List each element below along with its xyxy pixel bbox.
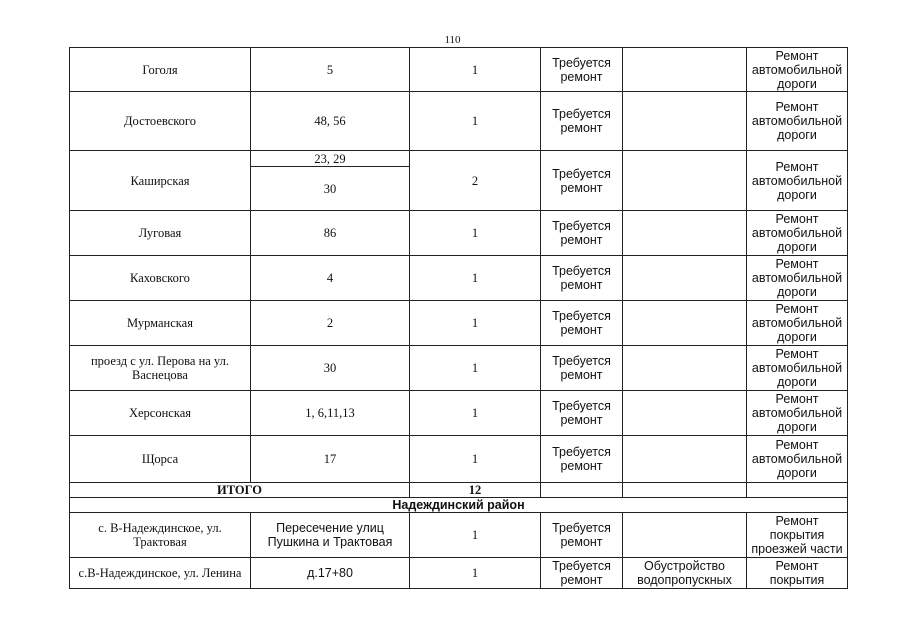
empty-cell: [747, 483, 848, 498]
table-row: [70, 346, 848, 391]
count-cell: 1: [410, 48, 541, 92]
houses-cell: 30: [251, 346, 410, 391]
status-cell: Требуется ремонт: [541, 436, 623, 483]
note-cell: [623, 513, 747, 558]
street-cell: Достоевского: [70, 92, 251, 151]
table-row: [70, 513, 848, 558]
page-number: 110: [444, 34, 461, 46]
houses-cell: Пересечение улиц Пушкина и Трактовая: [251, 513, 410, 558]
count-cell: 1: [410, 301, 541, 346]
note-cell: [623, 256, 747, 301]
count-cell: 1: [410, 256, 541, 301]
note-cell: [623, 391, 747, 436]
count-cell: 1: [410, 391, 541, 436]
street-cell: Щорса: [70, 436, 251, 483]
houses-cell: 1, 6,11,13: [251, 391, 410, 436]
street-cell: с. В-Надеждинское, ул. Трактовая: [70, 513, 251, 558]
work-cell: Ремонт автомобильной дороги: [747, 151, 848, 211]
table-row: [70, 436, 848, 483]
status-cell: Требуется ремонт: [541, 558, 623, 589]
note-cell: [623, 48, 747, 92]
street-cell: проезд с ул. Перова на ул. Васнецова: [70, 346, 251, 391]
houses-cell: д.17+80: [251, 558, 410, 589]
count-cell: 1: [410, 92, 541, 151]
street-cell: Луговая: [70, 211, 251, 256]
status-cell: Требуется ремонт: [541, 151, 623, 211]
work-cell: Ремонт автомобильной дороги: [747, 436, 848, 483]
status-cell: Требуется ремонт: [541, 48, 623, 92]
houses-cell: 5: [251, 48, 410, 92]
status-cell: Требуется ремонт: [541, 346, 623, 391]
table-row: [70, 256, 848, 301]
street-cell: с.В-Надеждинское, ул. Ленина: [70, 558, 251, 589]
note-cell: [623, 92, 747, 151]
count-cell: 1: [410, 513, 541, 558]
empty-cell: [541, 483, 623, 498]
houses-cell: 4: [251, 256, 410, 301]
work-cell: Ремонт покрытия: [747, 558, 848, 589]
table-row: [70, 301, 848, 346]
total-label: ИТОГО: [70, 483, 410, 498]
table-row: [70, 558, 848, 589]
total-row: [70, 483, 848, 498]
work-cell: Ремонт автомобильной дороги: [747, 346, 848, 391]
note-cell: [623, 211, 747, 256]
empty-cell: [623, 483, 747, 498]
status-cell: Требуется ремонт: [541, 301, 623, 346]
status-cell: Требуется ремонт: [541, 92, 623, 151]
table-row: [70, 211, 848, 256]
street-cell: Мурманская: [70, 301, 251, 346]
count-cell: 1: [410, 436, 541, 483]
street-cell: Каширская: [70, 151, 251, 211]
total-value: 12: [410, 483, 541, 498]
district-heading: Надеждинский район: [70, 498, 848, 513]
status-cell: Требуется ремонт: [541, 211, 623, 256]
status-cell: Требуется ремонт: [541, 256, 623, 301]
count-cell: 1: [410, 346, 541, 391]
houses-cell: 48, 56: [251, 92, 410, 151]
street-cell: Гоголя: [70, 48, 251, 92]
table-row: [70, 391, 848, 436]
note-cell: [623, 151, 747, 211]
status-cell: Требуется ремонт: [541, 513, 623, 558]
note-cell: [623, 346, 747, 391]
street-cell: Херсонская: [70, 391, 251, 436]
work-cell: Ремонт автомобильной дороги: [747, 211, 848, 256]
status-cell: Требуется ремонт: [541, 391, 623, 436]
houses-cell: 2: [251, 301, 410, 346]
road-repair-table: [69, 47, 848, 589]
work-cell: Ремонт автомобильной дороги: [747, 391, 848, 436]
note-cell: [623, 301, 747, 346]
work-cell: Ремонт автомобильной дороги: [747, 92, 848, 151]
table-row: [70, 151, 848, 167]
count-cell: 2: [410, 151, 541, 211]
district-row: [70, 498, 848, 513]
table-row: [70, 48, 848, 92]
houses-cell: 30: [251, 167, 410, 211]
count-cell: 1: [410, 558, 541, 589]
street-cell: Каховского: [70, 256, 251, 301]
houses-cell: 23, 29: [251, 151, 410, 167]
work-cell: Ремонт покрытия проезжей части: [747, 513, 848, 558]
work-cell: Ремонт автомобильной дороги: [747, 256, 848, 301]
houses-cell: 17: [251, 436, 410, 483]
note-cell: Обустройство водопропускных: [623, 558, 747, 589]
houses-cell: 86: [251, 211, 410, 256]
count-cell: 1: [410, 211, 541, 256]
work-cell: Ремонт автомобильной дороги: [747, 48, 848, 92]
work-cell: Ремонт автомобильной дороги: [747, 301, 848, 346]
note-cell: [623, 436, 747, 483]
table-row: [70, 92, 848, 151]
